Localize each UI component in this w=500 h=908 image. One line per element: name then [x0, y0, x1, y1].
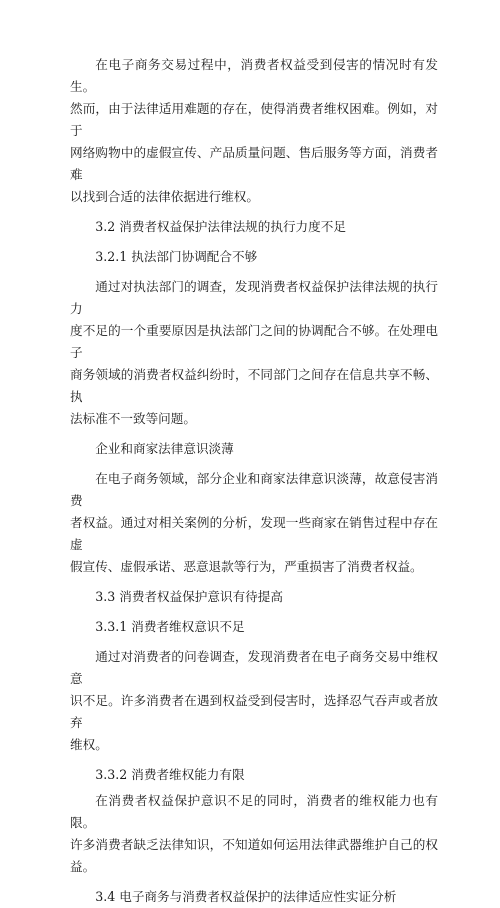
text-line: 许多消费者缺乏法律知识，不知道如何运用法律武器维护自己的权益。: [70, 837, 438, 874]
subsection-heading-3-2-1: 3.2.1 执法部门协调配合不够: [95, 249, 258, 264]
text-line: 然而，由于法律适用难题的存在，使得消费者维权困难。例如，对于: [70, 101, 438, 138]
subsection-heading-3-3-1: 3.3.1 消费者维权意识不足: [95, 619, 245, 634]
section-heading-3-3: 3.3 消费者权益保护意识有待提高: [95, 589, 283, 604]
text-line: 假宣传、虚假承诺、恶意退款等行为，严重损害了消费者权益。: [70, 559, 423, 574]
paragraph-consumer-awareness: [70, 646, 438, 756]
text-line: 在电子商务领域，部分企业和商家法律意识淡薄，故意侵害消费: [70, 471, 438, 508]
text-line: 网络购物中的虚假宣传、产品质量问题、售后服务等方面，消费者难: [70, 145, 438, 182]
text-line: 商务领域的消费者权益纠纷时，不同部门之间存在信息共享不畅、执: [70, 367, 438, 404]
section-heading-3-2: 3.2 消费者权益保护法律法规的执行力度不足: [95, 219, 346, 234]
text-line: 维权。: [70, 737, 108, 752]
text-line: 以找到合适的法律依据进行维权。: [70, 189, 259, 204]
text-line: 在消费者权益保护意识不足的同时，消费者的维权能力也有限。: [70, 793, 438, 830]
text-line: 在电子商务交易过程中，消费者权益受到侵害的情况时有发生。: [70, 57, 438, 94]
paragraph-intro: [70, 54, 438, 208]
text-line: 法标准不一致等问题。: [70, 411, 196, 426]
paragraph-consumer-ability: [70, 790, 438, 878]
text-line: 者权益。通过对相关案例的分析，发现一些商家在销售过程中存在虚: [70, 515, 438, 552]
text-line: 识不足。许多消费者在遇到权益受到侵害时，选择忍气吞声或者放弃: [70, 693, 438, 730]
paragraph-enforcement: [70, 276, 438, 430]
subsection-heading-business-awareness: 企业和商家法律意识淡薄: [95, 441, 234, 456]
text-line: 度不足的一个重要原因是执法部门之间的协调配合不够。在处理电子: [70, 323, 438, 360]
subsection-heading-3-3-2: 3.3.2 消费者维权能力有限: [95, 767, 245, 782]
text-line: 通过对消费者的问卷调查，发现消费者在电子商务交易中维权意: [70, 649, 438, 686]
text-line: 通过对执法部门的调查，发现消费者权益保护法律法规的执行力: [70, 279, 438, 316]
document-page: [70, 54, 438, 908]
section-heading-3-4: 3.4 电子商务与消费者权益保护的法律适应性实证分析: [95, 889, 397, 904]
paragraph-business-awareness: [70, 468, 438, 578]
